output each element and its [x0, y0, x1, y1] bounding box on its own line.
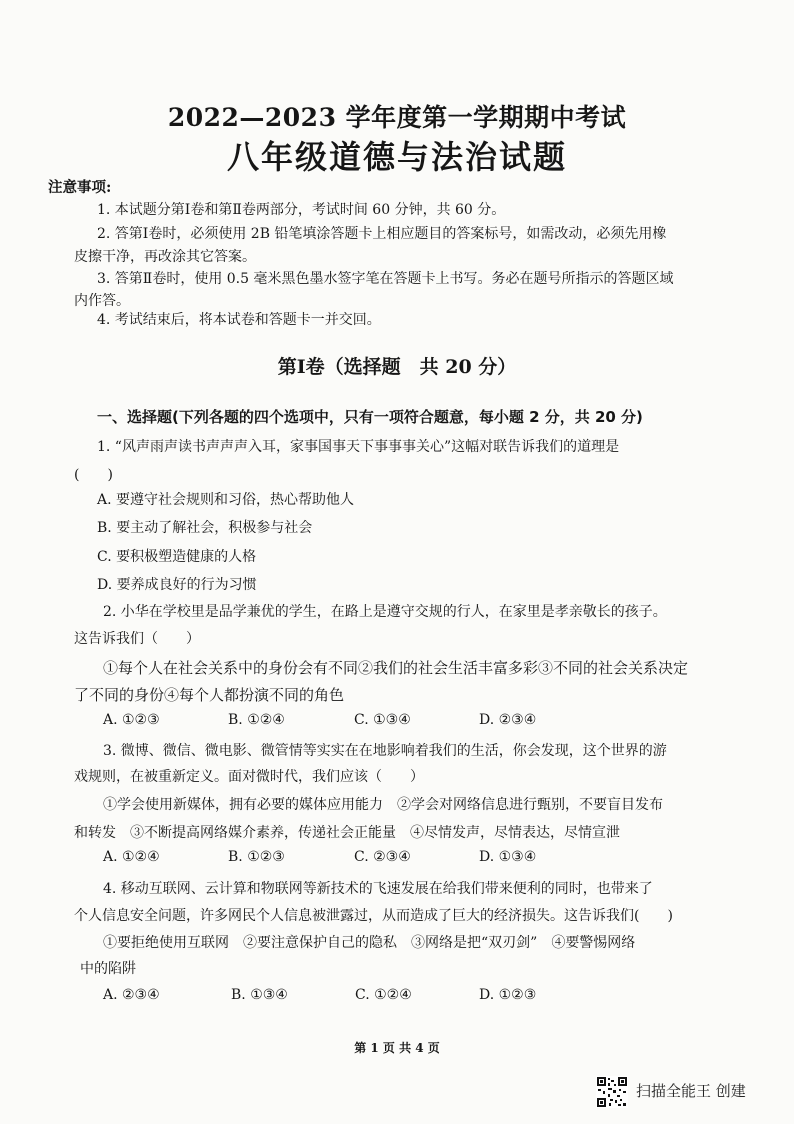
- note-2-line-2: 皮擦干净，再改涂其它答案。: [74, 249, 256, 265]
- q4-stem-line-2: 个人信息安全问题，许多网民个人信息被泄露过，从而造成了巨大的经济损失。这告诉我们( ): [74, 908, 673, 924]
- q4-statements-line-2: 中的陷阱: [80, 961, 136, 977]
- q3-statements-line-2: 和转发 ③不断提高网络媒介素养，传递社会正能量 ④尽情发声，尽情表达，尽情宣泄: [74, 825, 620, 841]
- q4-option-b: B. ①③④: [231, 987, 288, 1003]
- q2-option-b: B. ①②④: [228, 712, 285, 728]
- q3-option-a: A. ①②④: [103, 849, 160, 865]
- q4-stem-line-1: 4. 移动互联网、云计算和物联网等新技术的飞速发展在给我们带来便利的同时，也带来了: [103, 881, 653, 897]
- q1-stem-line-1: 1. “风声雨声读书声声声入耳，家事国事天下事事事关心”这幅对联告诉我们的道理是: [97, 439, 620, 455]
- q4-option-a: A. ②③④: [103, 987, 160, 1003]
- note-2-line-1: 2. 答第Ⅰ卷时，必须使用 2B 铅笔填涂答题卡上相应题目的答案标号，如需改动，必须先用橡: [97, 226, 667, 242]
- section-title: 第Ⅰ卷（选择题 共 20 分）: [277, 356, 517, 378]
- q4-option-d: D. ①②③: [479, 987, 537, 1003]
- q2-option-a: A. ①②③: [103, 712, 160, 728]
- q3-statements-line-1: ①学会使用新媒体，拥有必要的媒体应用能力 ②学会对网络信息进行甄别，不要盲目发布: [103, 797, 663, 813]
- section-instruction: 一、选择题(下列各题的四个选项中，只有一项符合题意，每小题 2 分，共 20 分): [97, 408, 643, 426]
- page-number: 第 1 页 共 4 页: [354, 1041, 440, 1055]
- q4-option-c: C. ①②④: [355, 987, 412, 1003]
- q1-option-b: B. 要主动了解社会，积极参与社会: [97, 520, 313, 536]
- q1-option-a: A. 要遵守社会规则和习俗，热心帮助他人: [97, 492, 355, 508]
- note-1: 1. 本试题分第Ⅰ卷和第Ⅱ卷两部分，考试时间 60 分钟，共 60 分。: [97, 202, 506, 218]
- notes-heading: 注意事项:: [48, 179, 112, 196]
- note-3-line-1: 3. 答第Ⅱ卷时，使用 0.5 毫米黑色墨水签字笔在答题卡上书写。务必在题号所指示的答题区域: [97, 271, 674, 287]
- q3-option-d: D. ①③④: [479, 849, 537, 865]
- scanner-watermark: [596, 1076, 746, 1112]
- note-4: 4. 考试结束后，将本试卷和答题卡一并交回。: [97, 312, 381, 328]
- q4-statements-line-1: ①要拒绝使用互联网 ②要注意保护自己的隐私 ③网络是把“双刃剑” ④要警惕网络: [103, 935, 636, 951]
- q1-stem-line-2: ( ): [74, 467, 113, 483]
- q2-option-d: D. ②③④: [479, 712, 537, 728]
- q1-option-d: D. 要养成良好的行为习惯: [97, 577, 257, 593]
- exam-title-year: 2022—2023 学年度第一学期期中考试: [167, 103, 627, 132]
- q2-stem-line-2: 这告诉我们（ ）: [74, 631, 200, 647]
- q3-stem-line-2: 戏规则，在被重新定义。面对微时代，我们应该（ ）: [74, 769, 424, 785]
- note-3-line-2: 内作答。: [74, 293, 130, 309]
- exam-title-subject: 八年级道德与法治试题: [226, 138, 567, 176]
- q2-stem-line-1: 2. 小华在学校里是品学兼优的学生，在路上是遵守交规的行人，在家里是孝亲敬长的孩子。: [103, 604, 667, 620]
- q2-statements-line-1: ①每个人在社会关系中的身份会有不同②我们的社会生活丰富多彩③不同的社会关系决定: [103, 659, 689, 677]
- q3-option-c: C. ②③④: [354, 849, 411, 865]
- q3-stem-line-1: 3. 微博、微信、微电影、微管情等实实在在地影响着我们的生活，你会发现，这个世界的游: [103, 743, 667, 759]
- q3-option-b: B. ①②③: [228, 849, 285, 865]
- qr-code-icon: [596, 1076, 628, 1108]
- q2-statements-line-2: 了不同的身份④每个人都扮演不同的角色: [74, 686, 345, 704]
- q1-option-c: C. 要积极塑造健康的人格: [97, 549, 257, 565]
- q2-option-c: C. ①③④: [354, 712, 411, 728]
- watermark-text: 扫描全能王 创建: [636, 1082, 746, 1100]
